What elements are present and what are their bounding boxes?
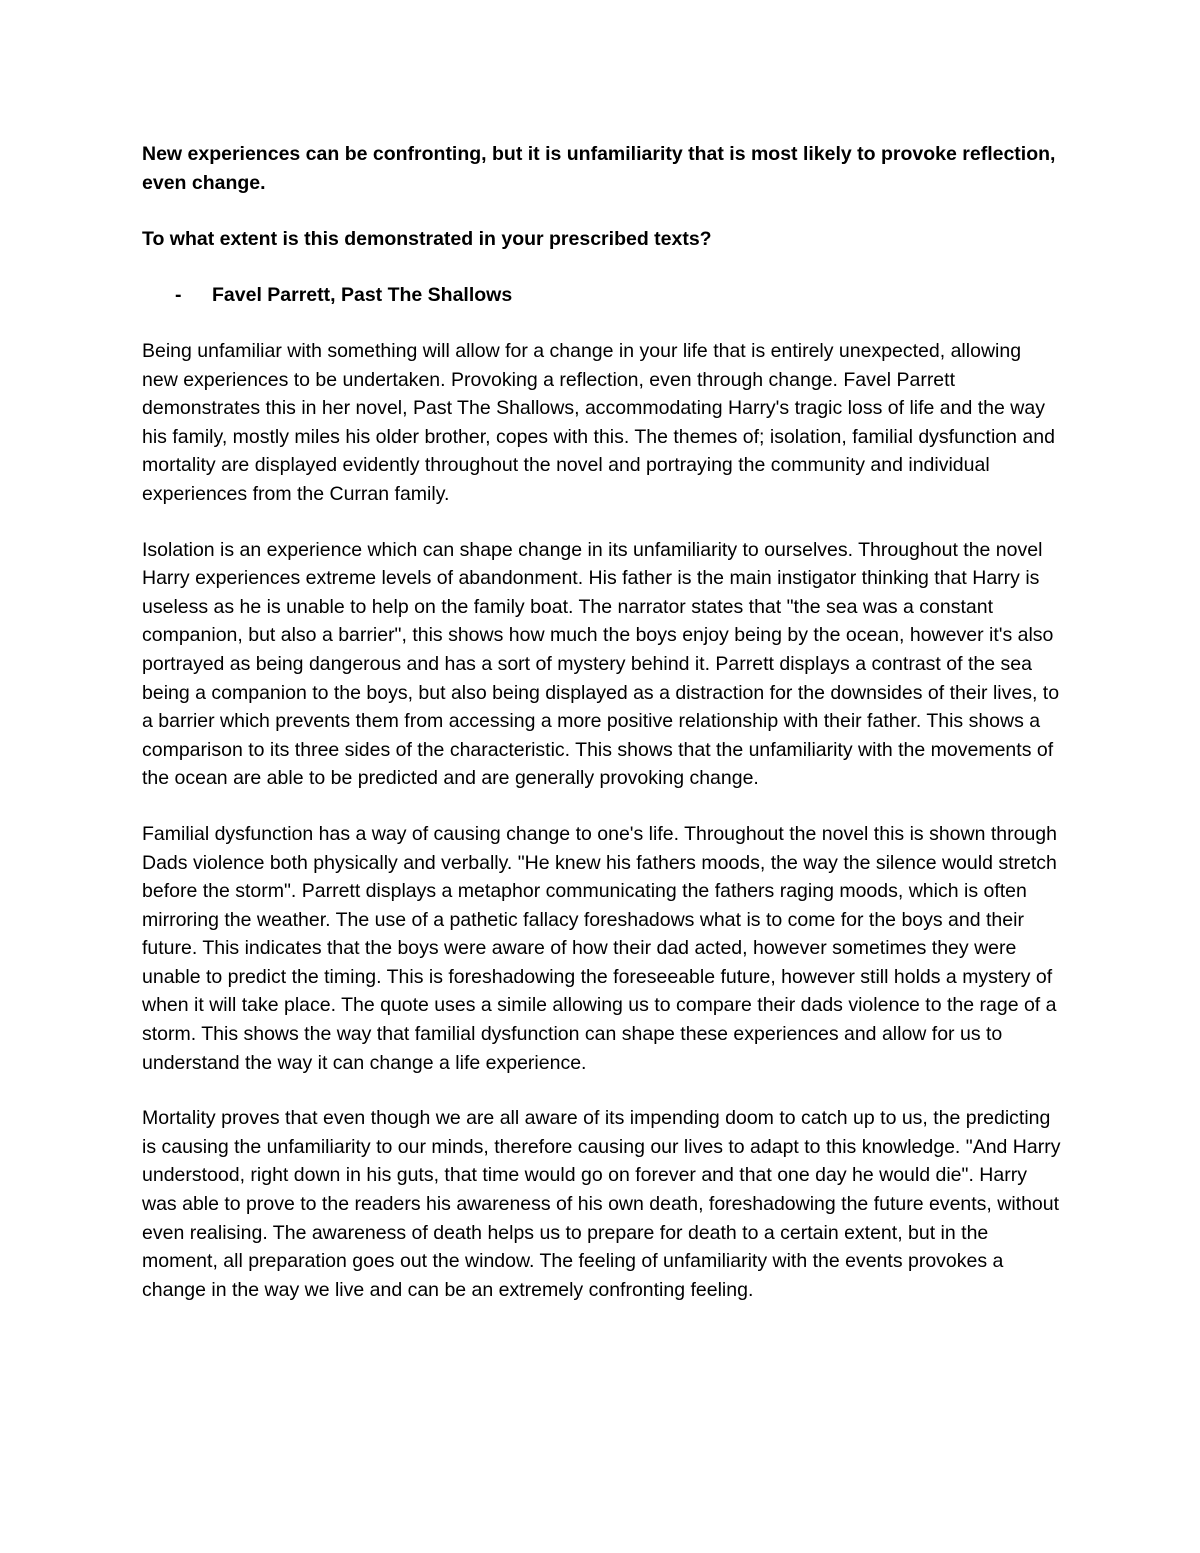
prescribed-text-item bbox=[142, 281, 1062, 310]
prescribed-text-label: Favel Parrett, Past The Shallows bbox=[212, 284, 513, 306]
paragraph-introduction: Being unfamiliar with something will allow for a change in your life that is entirely unexpected, allowing new experiences to be undertaken. Provoking a reflection, even through change. Favel Parrett demonstrates this in her novel, Past The Shallows, accommodating Harry's tragic loss of life and the way his family, mostly miles his older brother, copes with this. The themes of; isolation, familial dysfunction and mortality are displayed evidently throughout the novel and portraying the community and individual experiences from the Curran family. bbox=[142, 340, 1055, 505]
document-page bbox=[142, 140, 1062, 1304]
paragraph-familial-dysfunction: Familial dysfunction has a way of causing change to one's life. Throughout the novel this is shown through Dads violence both physically and verbally. "He knew his fathers moods, the way the silence would stretch before the storm". Parrett displays a metaphor communicating the fathers raging moods, which is often mirroring the weather. The use of a pathetic fallacy foreshadows what is to come for the boys and their future. This indicates that the boys were aware of how their dad acted, however sometimes they were unable to predict the timing. This is foreshadowing the foreseeable future, however still holds a mystery of when it will take place. The quote uses a simile allowing us to compare their dads violence to the rage of a storm. This shows the way that familial dysfunction can shape these experiences and allow for us to understand the way it can change a life experience. bbox=[142, 822, 1057, 1074]
essay-question: To what extent is this demonstrated in your prescribed texts? bbox=[142, 228, 712, 250]
essay-prompt: New experiences can be confronting, but it is unfamiliarity that is most likely to provoke reflection, even change. bbox=[142, 143, 1056, 194]
paragraph-isolation: Isolation is an experience which can shape change in its unfamiliarity to ourselves. Throughout the novel Harry experiences extreme levels of abandonment. His father is the main instigator thinking that Harry is useless as he is unable to help on the family boat. The narrator states that "the sea was a constant companion, but also a barrier", this shows how much the boys enjoy being by the ocean, however it's also portrayed as being dangerous and has a sort of mystery behind it. Parrett displays a contrast of the sea being a companion to the boys, but also being displayed as a distraction for the downsides of their lives, to a barrier which prevents them from accessing a more positive relationship with their father. This shows a comparison to its three sides of the characteristic. This shows that the unfamiliarity with the movements of the ocean are able to be predicted and are generally provoking change. bbox=[142, 538, 1060, 790]
list-bullet: - bbox=[175, 284, 182, 306]
paragraph-mortality: Mortality proves that even though we are all aware of its impending doom to catch up to us, the predicting is causing the unfamiliarity to our minds, therefore causing our lives to adapt to this knowledge. "And Harry understood, right down in his guts, that time would go on forever and that one day he would die". Harry was able to prove to the readers his awareness of his own death, foreshadowing the future events, without even realising. The awareness of death helps us to prepare for death to a certain extent, but in the moment, all preparation goes out the window. The feeling of unfamiliarity with the events provokes a change in the way we live and can be an extremely confronting feeling. bbox=[142, 1107, 1061, 1301]
